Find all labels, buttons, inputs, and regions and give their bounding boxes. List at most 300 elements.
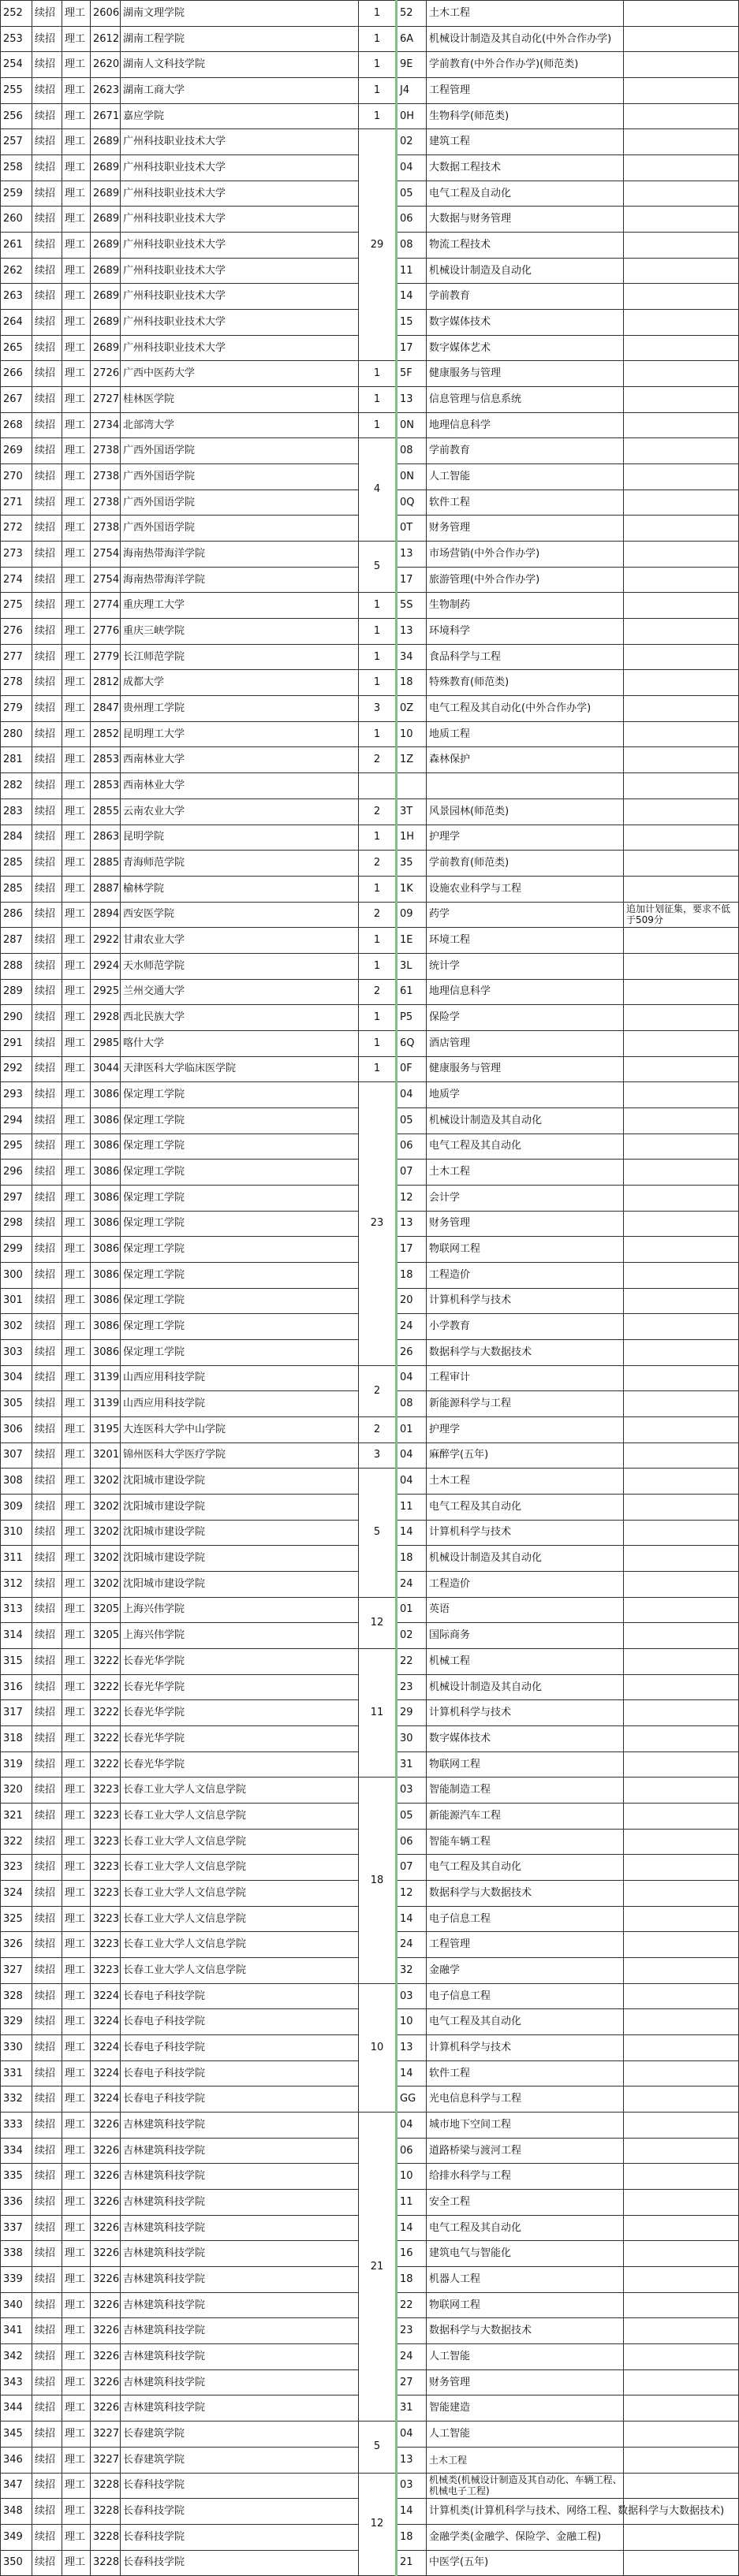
- row-major-name-cell: 中医学(五年): [427, 2550, 624, 2576]
- row-school-name-cell: 广西外国语学院: [121, 516, 359, 542]
- row-note-cell: [624, 1469, 739, 1495]
- row-major-code-cell: 17: [397, 335, 427, 361]
- row-note-cell: [624, 2550, 739, 2576]
- row-major-code-cell: 1K: [397, 876, 427, 902]
- row-note-cell: [624, 2215, 739, 2241]
- row-major-code-cell: 1H: [397, 825, 427, 851]
- row-note-cell: [624, 928, 739, 954]
- row-major-code-cell: P5: [397, 1005, 427, 1031]
- row-school-code-cell: 3223: [91, 1932, 121, 1958]
- row-note-cell: [624, 2241, 739, 2267]
- row-category-cell: 理工: [62, 207, 91, 233]
- row-major-code-cell: 13: [397, 542, 427, 568]
- row-seq-cell: 321: [1, 1804, 32, 1830]
- row-school-code-cell: 2738: [91, 490, 121, 516]
- row-plan-count-cell: 1: [359, 1005, 397, 1031]
- row-major-code-cell: 34: [397, 644, 427, 670]
- row-major-name-cell: 机械工程: [427, 1649, 624, 1675]
- table-row: [1, 361, 739, 387]
- row-category-cell: 理工: [62, 516, 91, 542]
- row-plan-count-cell: 1: [359, 78, 397, 104]
- row-school-name-cell: 大连医科大学中山学院: [121, 1416, 359, 1442]
- row-plan-count-cell: 2: [359, 798, 397, 825]
- row-school-code-cell: 3223: [91, 1906, 121, 1932]
- row-major-name-cell: 计算机科学与技术: [427, 1520, 624, 1546]
- row-seq-cell: 337: [1, 2215, 32, 2241]
- row-seq-cell: 346: [1, 2447, 32, 2473]
- row-major-name-cell: 麻醉学(五年): [427, 1442, 624, 1469]
- row-major-code-cell: GG: [397, 2086, 427, 2113]
- row-batch-cell: 续招: [32, 721, 62, 747]
- row-batch-cell: 续招: [32, 2086, 62, 2113]
- row-note-cell: [624, 1829, 739, 1855]
- row-school-name-cell: 长春电子科技学院: [121, 2086, 359, 2113]
- enrollment-table-body: [1, 1, 739, 2576]
- row-category-cell: 理工: [62, 52, 91, 78]
- row-note-cell: [624, 2422, 739, 2448]
- table-row: [1, 26, 739, 52]
- row-school-name-cell: 长春光华学院: [121, 1726, 359, 1752]
- row-batch-cell: 续招: [32, 438, 62, 464]
- row-major-name-cell: 护理学: [427, 1416, 624, 1442]
- row-category-cell: 理工: [62, 953, 91, 979]
- row-seq-cell: 347: [1, 2473, 32, 2499]
- row-school-code-cell: 2985: [91, 1030, 121, 1056]
- row-major-name-cell: 地质学: [427, 1082, 624, 1108]
- row-school-name-cell: 广西外国语学院: [121, 464, 359, 490]
- row-plan-count-cell: 12: [359, 1597, 397, 1648]
- row-note-cell: [624, 2369, 739, 2395]
- row-school-name-cell: 保定理工学院: [121, 1107, 359, 1134]
- row-category-cell: 理工: [62, 1442, 91, 1469]
- row-category-cell: 理工: [62, 490, 91, 516]
- row-major-code-cell: 0N: [397, 464, 427, 490]
- row-category-cell: 理工: [62, 1160, 91, 1186]
- row-major-code-cell: 61: [397, 979, 427, 1005]
- row-school-code-cell: 3222: [91, 1751, 121, 1778]
- row-seq-cell: 335: [1, 2164, 32, 2190]
- row-major-code-cell: 11: [397, 1494, 427, 1520]
- row-batch-cell: 续招: [32, 1082, 62, 1108]
- row-school-code-cell: 3205: [91, 1597, 121, 1623]
- row-school-name-cell: 湖南文理学院: [121, 1, 359, 27]
- row-school-code-cell: 3086: [91, 1237, 121, 1263]
- row-plan-count-cell: 3: [359, 696, 397, 722]
- row-batch-cell: 续招: [32, 644, 62, 670]
- row-school-code-cell: 2606: [91, 1, 121, 27]
- row-school-code-cell: 3086: [91, 1134, 121, 1160]
- row-school-name-cell: 重庆三峡学院: [121, 619, 359, 645]
- table-row: [1, 1082, 739, 1108]
- row-seq-cell: 273: [1, 542, 32, 568]
- row-batch-cell: 续招: [32, 1597, 62, 1623]
- row-note-cell: [624, 2060, 739, 2086]
- row-batch-cell: 续招: [32, 1700, 62, 1726]
- row-school-name-cell: 青海师范学院: [121, 851, 359, 877]
- row-major-code-cell: 22: [397, 2292, 427, 2318]
- row-major-name-cell: 物联网工程: [427, 1237, 624, 1263]
- row-batch-cell: 续招: [32, 233, 62, 259]
- row-major-code-cell: 17: [397, 1237, 427, 1263]
- row-category-cell: 理工: [62, 412, 91, 438]
- row-major-name-cell: 安全工程: [427, 2190, 624, 2216]
- row-major-code-cell: 31: [397, 1751, 427, 1778]
- row-batch-cell: 续招: [32, 1391, 62, 1417]
- row-note-cell: [624, 1339, 739, 1365]
- table-row: [1, 1056, 739, 1082]
- table-row: [1, 78, 739, 104]
- row-major-code-cell: 32: [397, 1958, 427, 1984]
- row-school-code-cell: 3227: [91, 2447, 121, 2473]
- row-school-code-cell: 3226: [91, 2318, 121, 2344]
- row-school-name-cell: 桂林医学院: [121, 387, 359, 413]
- row-seq-cell: 282: [1, 773, 32, 799]
- row-seq-cell: 331: [1, 2060, 32, 2086]
- row-category-cell: 理工: [62, 1674, 91, 1700]
- row-category-cell: 理工: [62, 1469, 91, 1495]
- row-school-code-cell: 3223: [91, 1958, 121, 1984]
- row-school-code-cell: 2754: [91, 542, 121, 568]
- row-school-code-cell: 3086: [91, 1211, 121, 1237]
- row-note-cell: [624, 1958, 739, 1984]
- row-plan-count-cell: 21: [359, 2113, 397, 2422]
- row-school-code-cell: 3086: [91, 1082, 121, 1108]
- row-category-cell: 理工: [62, 2190, 91, 2216]
- table-row: [1, 721, 739, 747]
- row-note-cell: [624, 696, 739, 722]
- row-plan-count-cell: 1: [359, 1056, 397, 1082]
- row-note-cell: [624, 953, 739, 979]
- row-seq-cell: 298: [1, 1211, 32, 1237]
- row-note-cell: [624, 1442, 739, 1469]
- row-school-name-cell: 吉林建筑科技学院: [121, 2241, 359, 2267]
- row-note-cell: [624, 2190, 739, 2216]
- row-category-cell: 理工: [62, 2292, 91, 2318]
- row-seq-cell: 292: [1, 1056, 32, 1082]
- row-school-name-cell: 昆明学院: [121, 825, 359, 851]
- row-major-code-cell: 31: [397, 2395, 427, 2422]
- row-major-name-cell: 保险学: [427, 1005, 624, 1031]
- row-major-code-cell: 13: [397, 619, 427, 645]
- row-category-cell: 理工: [62, 567, 91, 593]
- row-major-code-cell: 30: [397, 1726, 427, 1752]
- row-school-name-cell: 广州科技职业技术大学: [121, 310, 359, 336]
- row-seq-cell: 291: [1, 1030, 32, 1056]
- table-row: [1, 542, 739, 568]
- row-major-name-cell: 电气工程及自动化: [427, 181, 624, 207]
- row-school-name-cell: 山西应用科技学院: [121, 1391, 359, 1417]
- row-major-name-cell: 工程管理: [427, 78, 624, 104]
- row-seq-cell: 319: [1, 1751, 32, 1778]
- row-batch-cell: 续招: [32, 1881, 62, 1907]
- row-batch-cell: 续招: [32, 542, 62, 568]
- row-school-code-cell: 3223: [91, 1855, 121, 1881]
- row-plan-count-cell: 11: [359, 1649, 397, 1778]
- row-major-code-cell: 1Z: [397, 747, 427, 773]
- row-school-code-cell: 2738: [91, 464, 121, 490]
- row-school-name-cell: 上海兴伟学院: [121, 1623, 359, 1649]
- row-major-name-cell: 智能制造工程: [427, 1778, 624, 1804]
- row-seq-cell: 338: [1, 2241, 32, 2267]
- row-school-code-cell: 2925: [91, 979, 121, 1005]
- row-seq-cell: 330: [1, 2035, 32, 2061]
- row-seq-cell: 320: [1, 1778, 32, 1804]
- row-school-name-cell: 吉林建筑科技学院: [121, 2292, 359, 2318]
- row-school-name-cell: 西南林业大学: [121, 773, 359, 799]
- row-major-name-cell: 统计学: [427, 953, 624, 979]
- row-school-code-cell: 3086: [91, 1107, 121, 1134]
- row-school-name-cell: 天水师范学院: [121, 953, 359, 979]
- row-note-cell: [624, 1855, 739, 1881]
- row-category-cell: 理工: [62, 464, 91, 490]
- row-note-cell: [624, 361, 739, 387]
- row-school-code-cell: 3224: [91, 2035, 121, 2061]
- row-major-code-cell: 18: [397, 1546, 427, 1572]
- row-category-cell: 理工: [62, 1649, 91, 1675]
- row-major-name-cell: 土木工程: [427, 2447, 624, 2473]
- row-batch-cell: 续招: [32, 1416, 62, 1442]
- row-seq-cell: 345: [1, 2422, 32, 2448]
- row-category-cell: 理工: [62, 335, 91, 361]
- row-batch-cell: 续招: [32, 1211, 62, 1237]
- row-school-name-cell: 长春光华学院: [121, 1700, 359, 1726]
- row-major-name-cell: 电子信息工程: [427, 1983, 624, 2009]
- row-seq-cell: 329: [1, 2009, 32, 2035]
- row-school-code-cell: 3226: [91, 2241, 121, 2267]
- row-school-code-cell: 3226: [91, 2164, 121, 2190]
- row-category-cell: 理工: [62, 1932, 91, 1958]
- row-school-name-cell: 长春光华学院: [121, 1649, 359, 1675]
- row-school-code-cell: 2894: [91, 902, 121, 928]
- row-major-code-cell: 11: [397, 2190, 427, 2216]
- row-school-name-cell: 长春工业大学人文信息学院: [121, 1881, 359, 1907]
- row-seq-cell: 302: [1, 1314, 32, 1340]
- row-major-code-cell: [397, 773, 427, 799]
- row-category-cell: 理工: [62, 1804, 91, 1830]
- table-row: [1, 2113, 739, 2139]
- table-row: [1, 670, 739, 696]
- row-note-cell: [624, 516, 739, 542]
- row-batch-cell: 续招: [32, 2035, 62, 2061]
- row-major-name-cell: 电气工程及其自动化: [427, 1855, 624, 1881]
- row-note-cell: [624, 773, 739, 799]
- row-seq-cell: 254: [1, 52, 32, 78]
- row-category-cell: 理工: [62, 2113, 91, 2139]
- row-seq-cell: 252: [1, 1, 32, 27]
- row-note-cell: [624, 2524, 739, 2550]
- row-school-code-cell: 2689: [91, 233, 121, 259]
- row-major-name-cell: 金融学类(金融学、保险学、金融工程): [427, 2524, 624, 2550]
- row-note-cell: [624, 2138, 739, 2164]
- row-seq-cell: 342: [1, 2344, 32, 2370]
- row-seq-cell: 261: [1, 233, 32, 259]
- row-seq-cell: 280: [1, 721, 32, 747]
- row-note-cell: [624, 1906, 739, 1932]
- row-major-name-cell: 电气工程及其自动化: [427, 2215, 624, 2241]
- row-category-cell: 理工: [62, 696, 91, 722]
- row-school-name-cell: 长春电子科技学院: [121, 2060, 359, 2086]
- row-batch-cell: 续招: [32, 1, 62, 27]
- row-major-name-cell: 物联网工程: [427, 2292, 624, 2318]
- row-category-cell: 理工: [62, 2164, 91, 2190]
- row-major-code-cell: 06: [397, 207, 427, 233]
- row-seq-cell: 289: [1, 979, 32, 1005]
- row-seq-cell: 309: [1, 1494, 32, 1520]
- row-batch-cell: 续招: [32, 773, 62, 799]
- row-note-cell: [624, 2035, 739, 2061]
- row-school-name-cell: 沈阳城市建设学院: [121, 1494, 359, 1520]
- row-school-name-cell: 广州科技职业技术大学: [121, 181, 359, 207]
- row-major-code-cell: 01: [397, 1597, 427, 1623]
- row-school-name-cell: 广州科技职业技术大学: [121, 207, 359, 233]
- row-note-cell: [624, 567, 739, 593]
- row-batch-cell: 续招: [32, 1778, 62, 1804]
- row-major-name-cell: 学前教育: [427, 438, 624, 464]
- row-major-code-cell: 06: [397, 2138, 427, 2164]
- row-major-code-cell: 12: [397, 1185, 427, 1211]
- row-batch-cell: 续招: [32, 2550, 62, 2576]
- row-major-code-cell: 5F: [397, 361, 427, 387]
- row-school-name-cell: 长春建筑学院: [121, 2447, 359, 2473]
- row-school-code-cell: 3202: [91, 1520, 121, 1546]
- row-note-cell: [624, 1030, 739, 1056]
- row-major-code-cell: 15: [397, 310, 427, 336]
- row-major-code-cell: 02: [397, 129, 427, 155]
- table-row: [1, 412, 739, 438]
- row-major-code-cell: 9E: [397, 52, 427, 78]
- row-school-name-cell: 昆明理工大学: [121, 721, 359, 747]
- row-school-name-cell: 吉林建筑科技学院: [121, 2344, 359, 2370]
- row-major-code-cell: 14: [397, 1906, 427, 1932]
- row-school-name-cell: 保定理工学院: [121, 1262, 359, 1288]
- row-school-name-cell: 长春电子科技学院: [121, 2009, 359, 2035]
- row-school-name-cell: 长春科技学院: [121, 2524, 359, 2550]
- row-note-cell: [624, 1983, 739, 2009]
- row-major-name-cell: 地质工程: [427, 721, 624, 747]
- row-seq-cell: 343: [1, 2369, 32, 2395]
- row-major-code-cell: 18: [397, 670, 427, 696]
- row-school-name-cell: 长春建筑学院: [121, 2422, 359, 2448]
- row-category-cell: 理工: [62, 1416, 91, 1442]
- row-plan-count-cell: 1: [359, 721, 397, 747]
- row-note-cell: [624, 1649, 739, 1675]
- row-note-cell: [624, 1134, 739, 1160]
- row-note-cell: [624, 103, 739, 129]
- row-school-code-cell: 3226: [91, 2267, 121, 2293]
- row-school-name-cell: 广州科技职业技术大学: [121, 335, 359, 361]
- row-note-cell: [624, 1262, 739, 1288]
- row-note-cell: [624, 78, 739, 104]
- row-category-cell: 理工: [62, 1520, 91, 1546]
- row-school-code-cell: 2612: [91, 26, 121, 52]
- row-plan-count-cell: 5: [359, 542, 397, 593]
- row-school-code-cell: 2689: [91, 155, 121, 181]
- row-school-code-cell: 3139: [91, 1391, 121, 1417]
- row-plan-count-cell: 1: [359, 644, 397, 670]
- row-major-name-cell: 数据科学与大数据技术: [427, 2318, 624, 2344]
- row-seq-cell: 303: [1, 1339, 32, 1365]
- row-school-name-cell: 嘉应学院: [121, 103, 359, 129]
- row-school-code-cell: 2928: [91, 1005, 121, 1031]
- row-batch-cell: 续招: [32, 670, 62, 696]
- row-seq-cell: 334: [1, 2138, 32, 2164]
- row-seq-cell: 323: [1, 1855, 32, 1881]
- row-seq-cell: 314: [1, 1623, 32, 1649]
- row-category-cell: 理工: [62, 851, 91, 877]
- row-major-name-cell: 健康服务与管理: [427, 1056, 624, 1082]
- row-school-code-cell: 2922: [91, 928, 121, 954]
- row-major-code-cell: 0Z: [397, 696, 427, 722]
- row-major-code-cell: 10: [397, 721, 427, 747]
- row-category-cell: 理工: [62, 1314, 91, 1340]
- row-major-name-cell: 智能车辆工程: [427, 1829, 624, 1855]
- row-major-code-cell: 24: [397, 2344, 427, 2370]
- row-school-code-cell: 2734: [91, 412, 121, 438]
- row-school-name-cell: 山西应用科技学院: [121, 1365, 359, 1391]
- row-major-code-cell: 5S: [397, 593, 427, 619]
- row-major-name-cell: 机械设计制造及其自动化: [427, 1107, 624, 1134]
- row-batch-cell: 续招: [32, 619, 62, 645]
- row-plan-count-cell: 1: [359, 52, 397, 78]
- row-category-cell: 理工: [62, 387, 91, 413]
- table-row: [1, 1469, 739, 1495]
- row-school-code-cell: 2689: [91, 284, 121, 310]
- row-major-name-cell: [427, 773, 624, 799]
- row-category-cell: 理工: [62, 1726, 91, 1752]
- row-major-code-cell: 16: [397, 2241, 427, 2267]
- row-batch-cell: 续招: [32, 1030, 62, 1056]
- row-category-cell: 理工: [62, 1030, 91, 1056]
- row-seq-cell: 327: [1, 1958, 32, 1984]
- row-batch-cell: 续招: [32, 1107, 62, 1134]
- table-row: [1, 1442, 739, 1469]
- row-major-name-cell: 英语: [427, 1597, 624, 1623]
- row-major-code-cell: 04: [397, 1082, 427, 1108]
- row-major-name-cell: 信息管理与信息系统: [427, 387, 624, 413]
- row-batch-cell: 续招: [32, 52, 62, 78]
- row-major-name-cell: 财务管理: [427, 516, 624, 542]
- row-note-cell: [624, 979, 739, 1005]
- row-category-cell: 理工: [62, 1494, 91, 1520]
- row-school-name-cell: 保定理工学院: [121, 1237, 359, 1263]
- row-batch-cell: 续招: [32, 1804, 62, 1830]
- row-school-name-cell: 广州科技职业技术大学: [121, 155, 359, 181]
- row-batch-cell: 续招: [32, 696, 62, 722]
- row-seq-cell: 297: [1, 1185, 32, 1211]
- row-note-cell: [624, 1623, 739, 1649]
- table-row: [1, 129, 739, 155]
- row-school-code-cell: 2727: [91, 387, 121, 413]
- row-major-name-cell: 工程审计: [427, 1365, 624, 1391]
- row-category-cell: 理工: [62, 2138, 91, 2164]
- table-row: [1, 798, 739, 825]
- row-batch-cell: 续招: [32, 1726, 62, 1752]
- row-note-cell: [624, 876, 739, 902]
- row-major-name-cell: 特殊教育(师范类): [427, 670, 624, 696]
- row-note-cell: [624, 207, 739, 233]
- row-category-cell: 理工: [62, 78, 91, 104]
- table-row: [1, 2422, 739, 2448]
- row-school-name-cell: 吉林建筑科技学院: [121, 2215, 359, 2241]
- row-category-cell: 理工: [62, 1751, 91, 1778]
- row-school-code-cell: 3223: [91, 1881, 121, 1907]
- row-category-cell: 理工: [62, 1983, 91, 2009]
- row-category-cell: 理工: [62, 1906, 91, 1932]
- row-plan-count-cell: 2: [359, 902, 397, 928]
- row-batch-cell: 续招: [32, 2473, 62, 2499]
- row-category-cell: 理工: [62, 1262, 91, 1288]
- row-plan-count-cell: 1: [359, 412, 397, 438]
